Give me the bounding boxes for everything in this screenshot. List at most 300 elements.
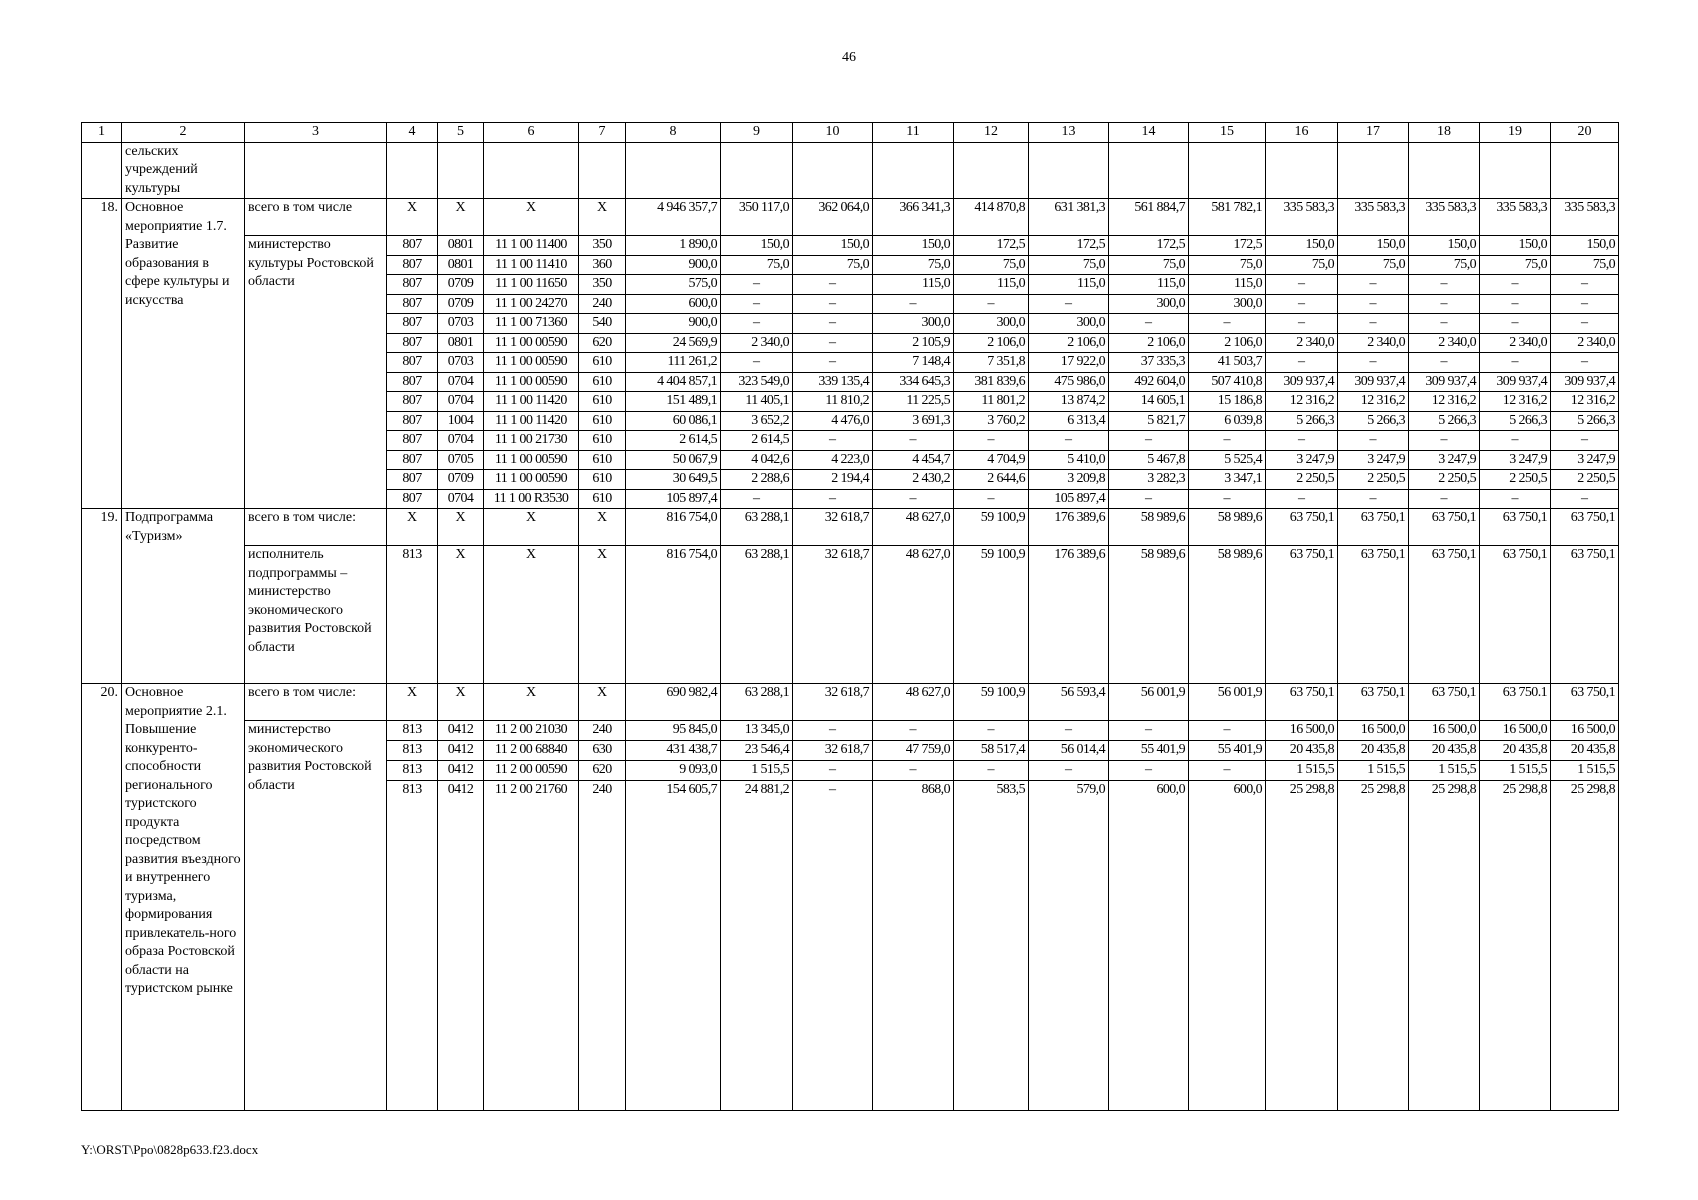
table-cell: 172,5 — [954, 236, 1029, 256]
table-cell — [1189, 142, 1266, 199]
table-cell: – — [1029, 294, 1109, 314]
table-cell: X — [579, 684, 626, 721]
table-cell: 6 313,4 — [1029, 411, 1109, 431]
table-cell: 58 989,6 — [1189, 546, 1266, 684]
table-cell: 48 627,0 — [873, 684, 954, 721]
table-cell: 75,0 — [1109, 255, 1189, 275]
table-cell: 115,0 — [1029, 275, 1109, 295]
column-number-cell: 3 — [245, 123, 387, 143]
table-cell: 4 454,7 — [873, 450, 954, 470]
table-cell: 813 — [387, 546, 438, 684]
table-cell — [954, 142, 1029, 199]
table-cell: 492 604,0 — [1109, 372, 1189, 392]
table-cell: 807 — [387, 275, 438, 295]
table-cell: 13 874,2 — [1029, 392, 1109, 412]
table-cell: 2 644,6 — [954, 470, 1029, 490]
column-number-cell: 9 — [721, 123, 793, 143]
table-cell: 11 1 00 11420 — [484, 411, 579, 431]
table-cell: 240 — [579, 721, 626, 741]
table-cell: 0709 — [438, 470, 484, 490]
table-cell: 75,0 — [793, 255, 873, 275]
column-number-cell: 6 — [484, 123, 579, 143]
table-cell: 807 — [387, 470, 438, 490]
table-cell: 63 750,1 — [1480, 546, 1551, 684]
table-cell: – — [1480, 275, 1551, 295]
table-cell: 475 986,0 — [1029, 372, 1109, 392]
table-cell: 807 — [387, 255, 438, 275]
column-number-cell: 18 — [1409, 123, 1480, 143]
table-cell: 11 1 00 00590 — [484, 372, 579, 392]
table-cell: 75,0 — [1189, 255, 1266, 275]
table-cell: 59 100,9 — [954, 684, 1029, 721]
table-cell: – — [1551, 431, 1619, 451]
table-cell: 6 039,8 — [1189, 411, 1266, 431]
table-cell: 610 — [579, 411, 626, 431]
table-row — [82, 236, 1619, 256]
table-cell: 507 410,8 — [1189, 372, 1266, 392]
table-cell: 56 593,4 — [1029, 684, 1109, 721]
table-cell: 32 618,7 — [793, 546, 873, 684]
table-cell: 600,0 — [626, 294, 721, 314]
table-cell — [484, 142, 579, 199]
table-cell: 4 476,0 — [793, 411, 873, 431]
table-cell: 807 — [387, 333, 438, 353]
table-cell: 0709 — [438, 275, 484, 295]
table-cell: X — [438, 199, 484, 236]
table-cell: 11 225,5 — [873, 392, 954, 412]
table-cell: 63 750,1 — [1409, 509, 1480, 546]
table-cell: – — [1551, 314, 1619, 334]
table-cell: 0704 — [438, 372, 484, 392]
table-cell: 11 2 00 68840 — [484, 741, 579, 761]
table-cell: 16 500,0 — [1338, 721, 1409, 741]
table-cell: – — [1480, 431, 1551, 451]
table-cell: 3 247,9 — [1338, 450, 1409, 470]
table-cell: 47 759,0 — [873, 741, 954, 761]
table-cell: 300,0 — [1109, 294, 1189, 314]
table-cell: 2 340,0 — [1480, 333, 1551, 353]
row-number: 19. — [82, 509, 122, 684]
total-label: всего в том числе: — [245, 684, 387, 721]
table-cell: 172,5 — [1029, 236, 1109, 256]
table-cell: 12 316,2 — [1338, 392, 1409, 412]
table-cell: 9 093,0 — [626, 761, 721, 781]
table-cell: 610 — [579, 372, 626, 392]
table-cell: 58 989,6 — [1109, 546, 1189, 684]
table-cell: 150,0 — [1266, 236, 1338, 256]
table-cell: 60 086,1 — [626, 411, 721, 431]
table-cell: – — [793, 489, 873, 509]
table-cell: 63 750,1 — [1480, 509, 1551, 546]
measure-name: Подпрограмма «Туризм» — [122, 509, 245, 684]
table-cell: 4 946 357,7 — [626, 199, 721, 236]
table-cell: 20 435,8 — [1480, 741, 1551, 761]
table-cell: 11 1 00 R3530 — [484, 489, 579, 509]
table-row — [82, 546, 1619, 684]
table-cell: – — [721, 489, 793, 509]
table-cell: 150,0 — [873, 236, 954, 256]
table-cell: 240 — [579, 781, 626, 1111]
table-cell: 5 266,3 — [1266, 411, 1338, 431]
table-cell: 48 627,0 — [873, 546, 954, 684]
table-cell: – — [793, 781, 873, 1111]
table-cell: 807 — [387, 392, 438, 412]
table-cell: 5 467,8 — [1109, 450, 1189, 470]
table-cell: – — [1109, 721, 1189, 741]
table-cell: 900,0 — [626, 255, 721, 275]
table-cell: 16 500,0 — [1551, 721, 1619, 741]
table-cell: 309 937,4 — [1409, 372, 1480, 392]
table-cell: 63 750,1 — [1551, 546, 1619, 684]
table-cell: 0703 — [438, 353, 484, 373]
table-cell: 150,0 — [721, 236, 793, 256]
table-cell: 56 001,9 — [1109, 684, 1189, 721]
table-cell: X — [387, 684, 438, 721]
table-cell: 17 922,0 — [1029, 353, 1109, 373]
table-cell: – — [1551, 275, 1619, 295]
table-cell: 55 401,9 — [1189, 741, 1266, 761]
table-cell: 813 — [387, 781, 438, 1111]
table-cell: – — [1480, 294, 1551, 314]
table-cell: 75,0 — [873, 255, 954, 275]
table-cell: 2 614,5 — [626, 431, 721, 451]
table-cell: 610 — [579, 353, 626, 373]
table-cell: 11 1 00 11410 — [484, 255, 579, 275]
table-cell: 3 247,9 — [1551, 450, 1619, 470]
table-cell: – — [954, 721, 1029, 741]
table-cell: – — [1029, 761, 1109, 781]
table-cell: 868,0 — [873, 781, 954, 1111]
table-cell: 7 351,8 — [954, 353, 1029, 373]
table-cell: 24 569,9 — [626, 333, 721, 353]
table-cell: – — [1480, 353, 1551, 373]
table-cell: X — [579, 546, 626, 684]
table-cell: 240 — [579, 294, 626, 314]
table-cell: 16 500,0 — [1480, 721, 1551, 741]
table-cell — [873, 142, 954, 199]
table-cell: 11 1 00 00590 — [484, 333, 579, 353]
table-cell: X — [387, 509, 438, 546]
measure-name: Основное мероприятие 1.7. Развитие образования в сфере культуры и искусства — [122, 199, 245, 509]
table-cell: 2 430,2 — [873, 470, 954, 490]
table-cell: 3 247,9 — [1409, 450, 1480, 470]
table-cell: 335 583,3 — [1338, 199, 1409, 236]
table-cell: 3 247,9 — [1266, 450, 1338, 470]
table-cell: 32 618,7 — [793, 684, 873, 721]
table-cell: 32 618,7 — [793, 741, 873, 761]
table-cell: – — [1189, 314, 1266, 334]
table-cell: 807 — [387, 314, 438, 334]
table-cell: 11 810,2 — [793, 392, 873, 412]
table-cell: X — [484, 509, 579, 546]
table-cell: X — [579, 509, 626, 546]
table-cell: 7 148,4 — [873, 353, 954, 373]
table-cell — [1029, 142, 1109, 199]
table-cell: 335 583,3 — [1551, 199, 1619, 236]
table-cell: – — [1029, 721, 1109, 741]
table-cell: – — [1266, 275, 1338, 295]
table-cell: 1 515,5 — [1409, 761, 1480, 781]
table-cell: 75,0 — [1480, 255, 1551, 275]
table-cell: 0412 — [438, 741, 484, 761]
table-cell: 630 — [579, 741, 626, 761]
table-cell: – — [1338, 431, 1409, 451]
table-cell: 583,5 — [954, 781, 1029, 1111]
total-label: всего в том числе: — [245, 509, 387, 546]
column-number-cell: 10 — [793, 123, 873, 143]
column-number-cell: 14 — [1109, 123, 1189, 143]
table-cell: – — [1266, 294, 1338, 314]
table-cell: – — [1266, 353, 1338, 373]
table-cell: 11 2 00 21760 — [484, 781, 579, 1111]
table-cell: 807 — [387, 411, 438, 431]
table-cell: – — [873, 431, 954, 451]
table-cell: – — [1551, 489, 1619, 509]
table-cell: – — [793, 431, 873, 451]
table-cell: 1 890,0 — [626, 236, 721, 256]
table-cell: 48 627,0 — [873, 509, 954, 546]
table-cell: 300,0 — [1189, 294, 1266, 314]
column-number-cell: 16 — [1266, 123, 1338, 143]
table-cell: – — [793, 333, 873, 353]
table-cell: 339 135,4 — [793, 372, 873, 392]
table-cell: 151 489,1 — [626, 392, 721, 412]
table-cell: 150,0 — [1480, 236, 1551, 256]
table-cell: 115,0 — [954, 275, 1029, 295]
table-cell: – — [793, 721, 873, 741]
table-cell: 3 652,2 — [721, 411, 793, 431]
table-cell: 900,0 — [626, 314, 721, 334]
table-cell: X — [387, 199, 438, 236]
table-cell — [793, 142, 873, 199]
table-cell: 335 583,3 — [1266, 199, 1338, 236]
table-cell: 3 691,3 — [873, 411, 954, 431]
table-cell: 63 750,1 — [1266, 546, 1338, 684]
table-row — [82, 721, 1619, 741]
table-cell: 2 614,5 — [721, 431, 793, 451]
executor-name: министерство культуры Ростовской области — [245, 236, 387, 509]
table-cell: 807 — [387, 372, 438, 392]
table-cell: 176 389,6 — [1029, 546, 1109, 684]
table-cell: X — [438, 546, 484, 684]
table-cell: 41 503,7 — [1189, 353, 1266, 373]
table-cell: – — [721, 275, 793, 295]
table-cell: 16 500,0 — [1409, 721, 1480, 741]
table-cell: 540 — [579, 314, 626, 334]
table-cell: 15 186,8 — [1189, 392, 1266, 412]
table-cell: 63 750,1 — [1338, 684, 1409, 721]
table-cell: 154 605,7 — [626, 781, 721, 1111]
table-cell — [245, 142, 387, 199]
column-number-cell: 19 — [1480, 123, 1551, 143]
table-cell: 32 618,7 — [793, 509, 873, 546]
table-cell: 3 209,8 — [1029, 470, 1109, 490]
column-number-cell: 11 — [873, 123, 954, 143]
table-cell — [387, 142, 438, 199]
table-cell: 59 100,9 — [954, 509, 1029, 546]
table-cell: 0412 — [438, 761, 484, 781]
table-cell: 335 583,3 — [1409, 199, 1480, 236]
table-cell: 3 247,9 — [1480, 450, 1551, 470]
table-cell: 150,0 — [1409, 236, 1480, 256]
table-cell: X — [579, 199, 626, 236]
table-cell: 11 1 00 00590 — [484, 470, 579, 490]
column-number-row — [82, 123, 1619, 143]
table-cell: 11 2 00 00590 — [484, 761, 579, 781]
table-cell: – — [873, 721, 954, 741]
table-cell — [721, 142, 793, 199]
table-cell: 56 014,4 — [1029, 741, 1109, 761]
table-cell: 20 435,8 — [1266, 741, 1338, 761]
column-number-cell: 8 — [626, 123, 721, 143]
table-cell: – — [1338, 489, 1409, 509]
table-cell: 58 989,6 — [1189, 509, 1266, 546]
table-cell: 813 — [387, 741, 438, 761]
table-cell: – — [793, 275, 873, 295]
table-cell: 3 760,2 — [954, 411, 1029, 431]
table-cell: 5 266,3 — [1409, 411, 1480, 431]
table-cell: 63 750,1 — [1409, 684, 1480, 721]
table-cell: 11 1 00 00590 — [484, 450, 579, 470]
row-number: 20. — [82, 684, 122, 1111]
table-cell: 610 — [579, 392, 626, 412]
table-cell: 115,0 — [1109, 275, 1189, 295]
table-cell: 431 438,7 — [626, 741, 721, 761]
table-cell: 807 — [387, 489, 438, 509]
table-cell: 631 381,3 — [1029, 199, 1109, 236]
table-cell: 2 288,6 — [721, 470, 793, 490]
table-cell: – — [1266, 431, 1338, 451]
table-cell: 5 266,3 — [1480, 411, 1551, 431]
table-cell: X — [438, 684, 484, 721]
table-cell: – — [954, 294, 1029, 314]
table-cell: 360 — [579, 255, 626, 275]
table-cell: 1004 — [438, 411, 484, 431]
table-cell: 1 515,5 — [1480, 761, 1551, 781]
table-cell: 63 750.1 — [1480, 684, 1551, 721]
table-cell: 807 — [387, 353, 438, 373]
table-cell: 813 — [387, 721, 438, 741]
table-cell: 5 410,0 — [1029, 450, 1109, 470]
table-cell: 75,0 — [954, 255, 1029, 275]
table-cell: 111 261,2 — [626, 353, 721, 373]
table-cell: 5 266,3 — [1551, 411, 1619, 431]
table-cell: 5 266,3 — [1338, 411, 1409, 431]
table-cell: 0704 — [438, 489, 484, 509]
table-cell: – — [1409, 294, 1480, 314]
table-cell: 610 — [579, 431, 626, 451]
table-cell: – — [1409, 353, 1480, 373]
table-cell: 2 106,0 — [954, 333, 1029, 353]
table-cell: 2 105,9 — [873, 333, 954, 353]
table-cell: 12 316,2 — [1409, 392, 1480, 412]
column-number-cell: 15 — [1189, 123, 1266, 143]
table-cell: 63 288,1 — [721, 684, 793, 721]
table-cell: 20 435,8 — [1551, 741, 1619, 761]
table-cell: 95 845,0 — [626, 721, 721, 741]
table-cell: 600,0 — [1109, 781, 1189, 1111]
table-cell: 300,0 — [873, 314, 954, 334]
table-cell: 0801 — [438, 255, 484, 275]
table-row — [82, 199, 1619, 236]
table-cell: 0703 — [438, 314, 484, 334]
table-cell: 58 517,4 — [954, 741, 1029, 761]
table-cell: 579,0 — [1029, 781, 1109, 1111]
table-cell: 813 — [387, 761, 438, 781]
table-cell: 350 — [579, 275, 626, 295]
table-cell: 309 937,4 — [1551, 372, 1619, 392]
table-cell: 575,0 — [626, 275, 721, 295]
table-cell: 1 515,5 — [1266, 761, 1338, 781]
table-cell: – — [1338, 275, 1409, 295]
table-cell: – — [1551, 294, 1619, 314]
table-cell: – — [954, 761, 1029, 781]
table-cell: – — [1109, 761, 1189, 781]
table-cell: – — [1189, 489, 1266, 509]
table-cell: 115,0 — [873, 275, 954, 295]
table-cell — [626, 142, 721, 199]
table-cell: 11 1 00 21730 — [484, 431, 579, 451]
table-cell: 11 801,2 — [954, 392, 1029, 412]
table-cell: 690 982,4 — [626, 684, 721, 721]
table-cell: 335 583,3 — [1480, 199, 1551, 236]
table-cell: 4 404 857,1 — [626, 372, 721, 392]
table-cell: 2 250,5 — [1480, 470, 1551, 490]
table-cell: 2 106,0 — [1189, 333, 1266, 353]
table-cell: – — [793, 314, 873, 334]
table-cell: 350 — [579, 236, 626, 256]
table-cell: 309 937,4 — [1480, 372, 1551, 392]
budget-table — [81, 122, 1619, 1111]
table-cell: 58 989,6 — [1109, 509, 1189, 546]
table-cell: – — [1409, 314, 1480, 334]
table-cell: X — [484, 199, 579, 236]
table-cell: 30 649,5 — [626, 470, 721, 490]
table-cell: 610 — [579, 450, 626, 470]
table-cell: 3 282,3 — [1109, 470, 1189, 490]
table-cell: – — [1409, 275, 1480, 295]
table-cell: 16 500,0 — [1266, 721, 1338, 741]
table-cell: 75,0 — [1551, 255, 1619, 275]
table-cell: 25 298,8 — [1551, 781, 1619, 1111]
table-cell: 309 937,4 — [1338, 372, 1409, 392]
table-cell: – — [1189, 721, 1266, 741]
table-row — [82, 509, 1619, 546]
table-cell: 13 345,0 — [721, 721, 793, 741]
column-number-cell: 17 — [1338, 123, 1409, 143]
table-cell: 816 754,0 — [626, 509, 721, 546]
table-cell: 300,0 — [954, 314, 1029, 334]
table-cell: 75,0 — [1409, 255, 1480, 275]
table-cell: 381 839,6 — [954, 372, 1029, 392]
table-cell: 4 704,9 — [954, 450, 1029, 470]
table-cell: – — [954, 431, 1029, 451]
table-cell: 5 821,7 — [1109, 411, 1189, 431]
table-cell: 2 340,0 — [1409, 333, 1480, 353]
table-cell — [1266, 142, 1338, 199]
table-cell: – — [1266, 489, 1338, 509]
table-cell: 75,0 — [1266, 255, 1338, 275]
table-cell: 0704 — [438, 392, 484, 412]
table-cell: – — [1109, 314, 1189, 334]
table-cell: 14 605,1 — [1109, 392, 1189, 412]
table-cell: 150,0 — [1551, 236, 1619, 256]
table-cell: 4 223,0 — [793, 450, 873, 470]
table-cell: 11 1 00 71360 — [484, 314, 579, 334]
table-cell: 0709 — [438, 294, 484, 314]
table-cell: 309 937,4 — [1266, 372, 1338, 392]
table-cell: 11 2 00 21030 — [484, 721, 579, 741]
